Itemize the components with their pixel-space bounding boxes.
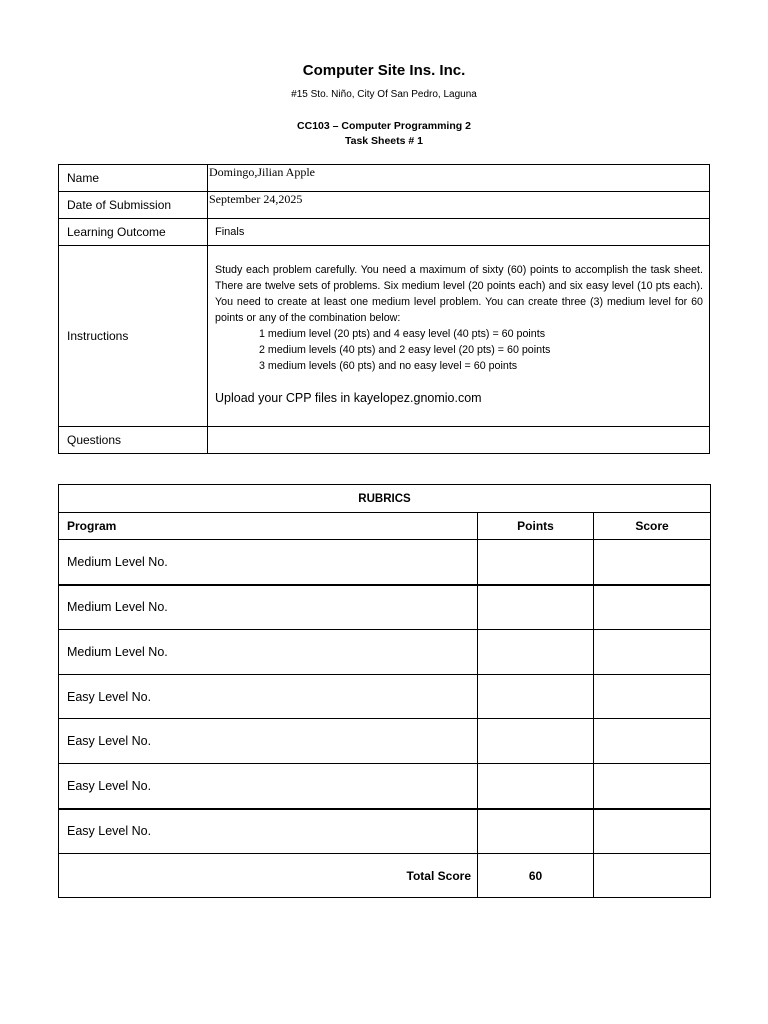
student-info-table [58, 164, 710, 454]
rubrics-header-row [59, 513, 711, 540]
table-row [59, 630, 711, 675]
course-title: CC103 – Computer Programming 2 [297, 120, 471, 132]
score-cell [594, 764, 711, 809]
table-row [59, 540, 711, 585]
score-cell [594, 585, 711, 630]
program-cell: Medium Level No. [59, 585, 478, 630]
score-cell [594, 809, 711, 854]
name-value: Domingo,Jilian Apple [208, 165, 710, 192]
points-cell [478, 675, 594, 719]
program-cell: Medium Level No. [59, 630, 478, 675]
table-row [59, 719, 711, 764]
score-cell [594, 675, 711, 719]
total-points-value: 60 [478, 854, 594, 898]
program-cell: Medium Level No. [59, 540, 478, 585]
points-cell [478, 719, 594, 764]
points-cell [478, 585, 594, 630]
combination-item: 1 medium level (20 pts) and 4 easy level (40 pts) = 60 points [259, 328, 546, 340]
table-row [59, 585, 711, 630]
combination-item: 2 medium levels (40 pts) and 2 easy level (20 pts) = 60 points [259, 344, 551, 356]
date-row [59, 192, 710, 219]
points-cell [478, 540, 594, 585]
total-score-cell [594, 854, 711, 898]
points-cell [478, 764, 594, 809]
instructions-row [59, 246, 710, 427]
total-row [59, 854, 711, 898]
program-cell: Easy Level No. [59, 719, 478, 764]
questions-label: Questions [59, 427, 208, 454]
score-cell [594, 630, 711, 675]
rubrics-table [58, 484, 711, 898]
column-header-points: Points [478, 513, 594, 540]
table-row [59, 764, 711, 809]
rubrics-title: RUBRICS [59, 485, 711, 513]
outcome-row [59, 219, 710, 246]
total-score-label: Total Score [59, 854, 478, 898]
org-name: Computer Site Ins. Inc. [302, 62, 466, 79]
rubrics-title-row [59, 485, 711, 513]
org-address: #15 Sto. Niño, City Of San Pedro, Laguna [291, 89, 477, 100]
score-cell [594, 540, 711, 585]
date-value: September 24,2025 [208, 192, 710, 219]
combination-item: 3 medium levels (60 pts) and no easy level = 60 points [259, 360, 518, 372]
column-header-score: Score [594, 513, 711, 540]
outcome-value: Finals [208, 219, 710, 246]
outcome-label: Learning Outcome [59, 219, 208, 246]
questions-value [208, 427, 710, 454]
questions-row [59, 427, 710, 454]
program-cell: Easy Level No. [59, 809, 478, 854]
name-label: Name [59, 165, 208, 192]
upload-instruction: Upload your CPP files in kayelopez.gnomio.com [215, 391, 482, 405]
points-cell [478, 630, 594, 675]
table-row [59, 675, 711, 719]
date-label: Date of Submission [59, 192, 208, 219]
instructions-text: Study each problem carefully. You need a maximum of sixty (60) points to accomplish the task sheet. There are twelve sets of problems. Six medium level (20 points each) and six easy level (10 pts each). You need to create at least one medium level problem. You can create three (3) medium level for 60 points or any of the combination below: [215, 264, 703, 324]
table-row [59, 809, 711, 854]
instructions-content [208, 246, 710, 427]
points-cell [478, 809, 594, 854]
column-header-program: Program [59, 513, 478, 540]
name-row [59, 165, 710, 192]
program-cell: Easy Level No. [59, 675, 478, 719]
task-sheet-number: Task Sheets # 1 [344, 135, 424, 147]
instructions-label: Instructions [59, 246, 208, 427]
program-cell: Easy Level No. [59, 764, 478, 809]
score-cell [594, 719, 711, 764]
